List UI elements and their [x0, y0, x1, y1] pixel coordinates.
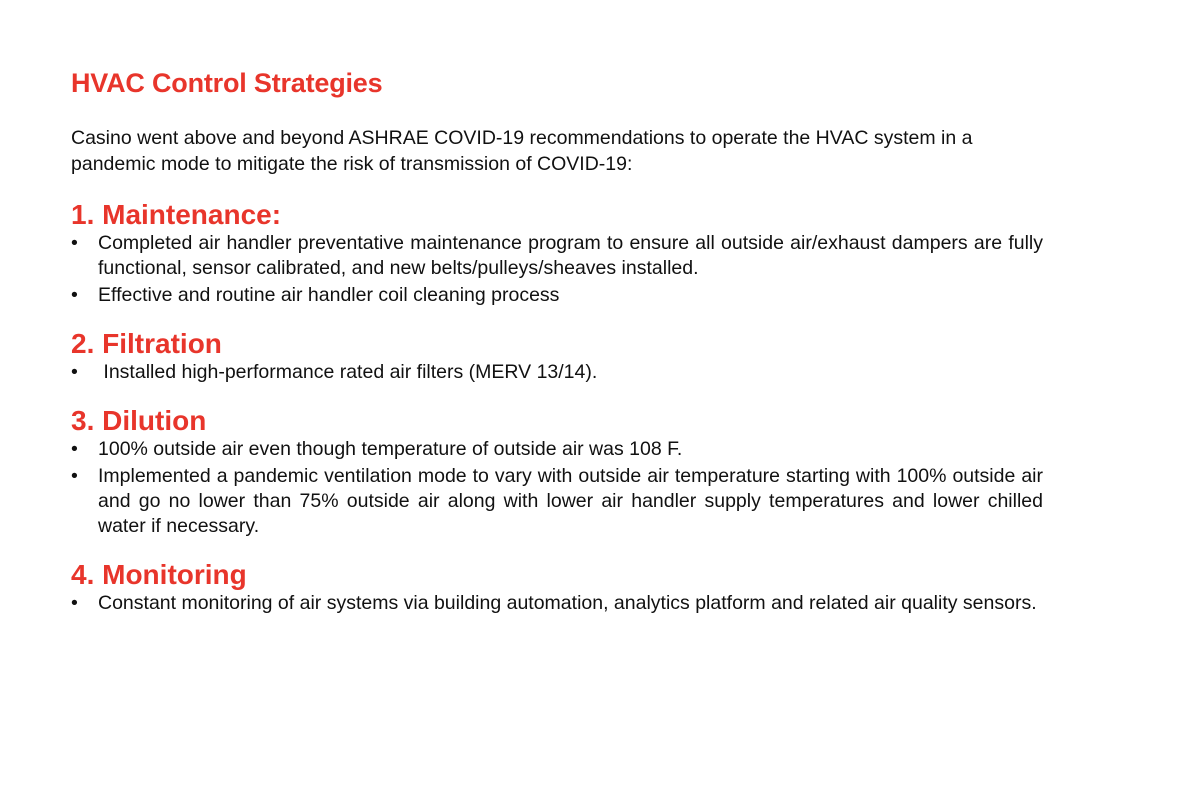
list-item: [71, 360, 1043, 385]
list-item-text: Completed air handler preventative maintenance program to ensure all outside air/exhaust dampers are fully functional, sensor calibrated, and new belts/pulleys/sheaves installed.: [98, 232, 1043, 279]
section-heading-monitoring: 4. Monitoring: [71, 559, 247, 590]
list-item-text: Effective and routine air handler coil cleaning process: [98, 284, 560, 306]
bullet-icon: •: [71, 361, 78, 383]
bullet-list-monitoring: [71, 591, 1043, 616]
intro-paragraph: Casino went above and beyond ASHRAE COVID-19 recommendations to operate the HVAC system in a pandemic mode to mitigate the risk of transmission of COVID-19:: [71, 127, 973, 175]
list-item-text: Constant monitoring of air systems via building automation, analytics platform and related air quality sensors.: [98, 592, 1037, 614]
section-heading-dilution: 3. Dilution: [71, 405, 207, 436]
list-item-text: 100% outside air even though temperature of outside air was 108 F.: [98, 438, 683, 460]
list-item: [71, 231, 1043, 281]
bullet-icon: •: [71, 592, 78, 614]
list-item: [71, 437, 1043, 462]
bullet-list-maintenance: [71, 231, 1043, 308]
bullet-list-dilution: [71, 437, 1043, 539]
bullet-list-filtration: [71, 360, 1043, 385]
list-item-text: Implemented a pandemic ventilation mode to vary with outside air temperature starting with 100% outside air and go no lower than 75% outside air along with lower air handler supply temperatures and lower chilled water if necessary.: [98, 465, 1043, 537]
list-item: [71, 283, 1043, 308]
slide-content: [71, 68, 1043, 636]
bullet-icon: •: [71, 284, 78, 306]
section-heading-filtration: 2. Filtration: [71, 328, 222, 359]
list-item-text: Installed high-performance rated air filters (MERV 13/14).: [98, 361, 598, 383]
bullet-icon: •: [71, 232, 78, 254]
page-title: HVAC Control Strategies: [71, 68, 383, 98]
list-item: [71, 464, 1043, 539]
list-item: [71, 591, 1043, 616]
section-heading-maintenance: 1. Maintenance:: [71, 199, 282, 230]
bullet-icon: •: [71, 438, 78, 460]
bullet-icon: •: [71, 465, 78, 487]
